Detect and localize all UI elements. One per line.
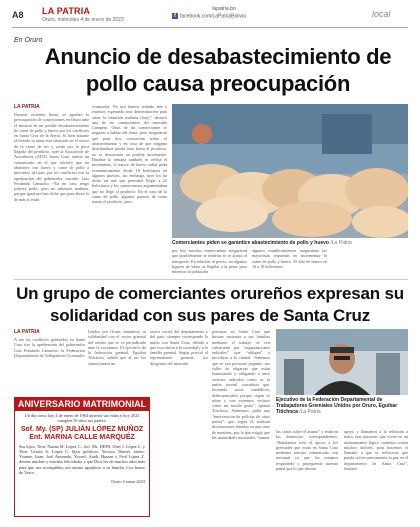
- anniversary-and: Ent.: [29, 433, 43, 441]
- story1-column-1: Durante recientes horas, se agudizó la preocupación de comerciantes en Oruro ante el anuncio de un posible desabastecimiento de carne de pollo y huevo por los conflictos en Santa Cruz de la Sierra. Si bien durante el feriado se tenía esta situación en el sector de la carne de res y cerdo por la poca llegada del producto, ayer la Asociación de Avicultores (ADA) Santa Cruz, emitió un comunicado en el que advirtió que no abastecer con huevo y carne de pollo a mercados del país por los conflictos tras la aprehensión del gobernador cruceño, Luis Fernando Camacho. “En mi caso tengo todavía pollo, pero no sabemos mañana, porque igual me han dicho que para ahora lo de más sí están: [14, 112, 89, 202]
- anniversary-footer: Oruro 4 enero 2023: [111, 479, 145, 485]
- facebook-url: facebook.com/LaPatriaBolivia: [180, 13, 246, 20]
- page-number: A8: [12, 10, 24, 20]
- story1-column-2: avanzados. No nos hemos reunido aún y estamos esperando una determinación para saber la situación mañana (hoy)”, destacó una de las comerciantes del mercado Campero. Otras de las comerciantes se negaron a hablar del tema, pero aseguraron que para hoy conocerían sobre el abastecimiento y en caso de que ninguna distribuidora pueda traer hasta el producto, no se descartaría un posible incremento. Durante la semana también se refleja el incremento, el mayor de huevo subió poda económicamente desde 18 bolivianos en algunos puestos, sin embargo, ayer los ha dicho en una que permitirá llegar a 22 bolivianos y los comerciantes argumentaban que no llegó el producto. En el caso de la carne de pollo, algunos puestos de venta tenían el producto, pero: [92, 104, 167, 205]
- newspaper-logo: LA PATRIA: [42, 6, 91, 16]
- anniversary-wife-line: [15, 434, 149, 442]
- federation-leader-photo: [276, 329, 408, 395]
- story1-headline: Anuncio de desabastecimiento de pollo causa preocupación: [44, 44, 392, 96]
- story1-column-3: por hoy muchos comerciantes aseguraron que posiblemente se tendrías se se ajustó el transporte. En relación al precio, en algunos lugares de venta se llegaba a la pena, pero mientras la población: [172, 248, 247, 274]
- story2-caption: [276, 397, 408, 415]
- story1-caption: [172, 240, 408, 246]
- anniversary-notice: [14, 397, 150, 517]
- anniversary-wife: MARINA CALLE MARQUÉZ: [44, 433, 135, 441]
- story1-column-4: algunos establecimientos aseguraban los mayoristas requerían en incrementar la carne de pollo y huevo. El kilo de huevo en 16 a 18 bolivianos.: [252, 248, 327, 269]
- story2-source: LA PATRIA: [14, 329, 40, 335]
- story2-headline: Un grupo de comerciantes orureños expresan su solidaridad con sus pares de Santa Cruz: [16, 284, 404, 325]
- header-divider: [12, 27, 408, 28]
- story2-photo: [276, 329, 408, 395]
- story2-column-1: A nte los conflictos generados en Santa Cruz tras la aprehensión del gobernador Luis Fernando Camacho, la Federación Departamental de Trabajadores Gremiales: [14, 337, 85, 358]
- story2-caption-text: Ejecutivo de la Federación Departamental de Trabajadores Gremiales Unidos por Oruro, Eguibar Titichoca: [276, 397, 398, 415]
- website-link[interactable]: lapatria.bo: [212, 6, 236, 12]
- section-divider: [14, 279, 408, 280]
- anniversary-intro: Un día como hoy 4 de enero de 1964 unieron sus vidas y hoy 2023 cumplen 59 años sus padres:: [24, 413, 140, 424]
- issue-date: Oruro, miércoles 4 de enero de 2023: [42, 17, 124, 23]
- anniversary-title: ANIVERSARIO MATRIMONIAL: [15, 398, 149, 411]
- anniversary-husband: Sof. My. (SP) JULIÁN LÓPEZ MUÑOZ: [20, 425, 144, 433]
- story2-column-3: sector social del departamento y del país, siempre corresponde la unión con Santa Cruz, debido a que esta afecta a la sociedad y a la familia gremial. Según precisó el representante gremial, los dirigentes del mercado: [150, 329, 208, 366]
- story2-column-6: apoyo y llamamos a la reflexión a todos esas personas que viven en un razonamiento lógico continuo contra muchos dolores, para hacemos el llamado a que se reflexione que pueda volver nuevamente la paz en el departamento de Santa Cruz”, finalizó.: [344, 429, 408, 472]
- facebook-icon: f: [172, 13, 178, 19]
- anniversary-body: Sus hijos: Tecn. Nauna M. López C., Sof. Ms. DEPS. Uber J. López C. y Tecn. Ursula A. López C. hijos políticos: Yessica, Daniel, nietos: Yoamie, Itzae, Joel Armando, Yoosef, Anali, Hassen y Feid López Z. desean muchas y muchas felicidades y que Dios les de muchos años más para que nos acompañen, así mismo agradecer a su familia. Con honor de Vasco: [19, 443, 145, 476]
- chicken-market-photo: [172, 104, 408, 238]
- section-label: local: [372, 9, 391, 19]
- story2-caption-credit: /La Patria: [299, 409, 321, 415]
- story1-kicker: En Oruro: [14, 37, 43, 44]
- page-header: [0, 0, 420, 30]
- story2-column-4: personas en Santa Cruz que buscan sustentar a sus familias mediante el trabajo, se ven vulneradas por “organizaciones radicales” que “obligan” a movilizar a la ciudad. “Sabemos que se ven personas pegadas, sus calles de oligarcas que están financiando y obligando a unos sectores radicales como es la unión juvenil cruceñista que, haciendo actos vandálicos, delincuenciales porque segun es robar y con extremos vecinos como mi mucha gente”, apuntó Titichoca. Asimismo, pidió una “intervención de policías de otros países”, que, según él, realizan declaraciones basadas en una serie de mentiras, por lo que exigió que las autoridades nacionales “tomen: [212, 329, 270, 440]
- story1-caption-credit: /La Patria: [330, 240, 352, 246]
- story1-photo: [172, 104, 408, 238]
- story1-caption-text: Comerciantes piden se garantice abastecimiento de pollo y huevo: [172, 240, 329, 246]
- story2-column-5: las cartas sobre el asunto” y realicen las denuncias correspondientes. “Brindamos todo el apoyo a los gremiales que están en Santa Cruz mediante nuestro comunicado con nacional ya que los estamos respetando y protegiendo nuestra patria por lo que desean: [276, 429, 338, 472]
- story1-source: LA PATRIA: [14, 104, 40, 110]
- story2-column-2: Unidos por Oruro, manifestó su solidaridad con el sector gremial del oriente que se ve perjudicado ante la coyuntura. El ejecutivo de la federación gremial, Eguibar Titichoca, señaló que al ser los comerciantes un: [88, 329, 146, 366]
- facebook-link[interactable]: [172, 13, 282, 19]
